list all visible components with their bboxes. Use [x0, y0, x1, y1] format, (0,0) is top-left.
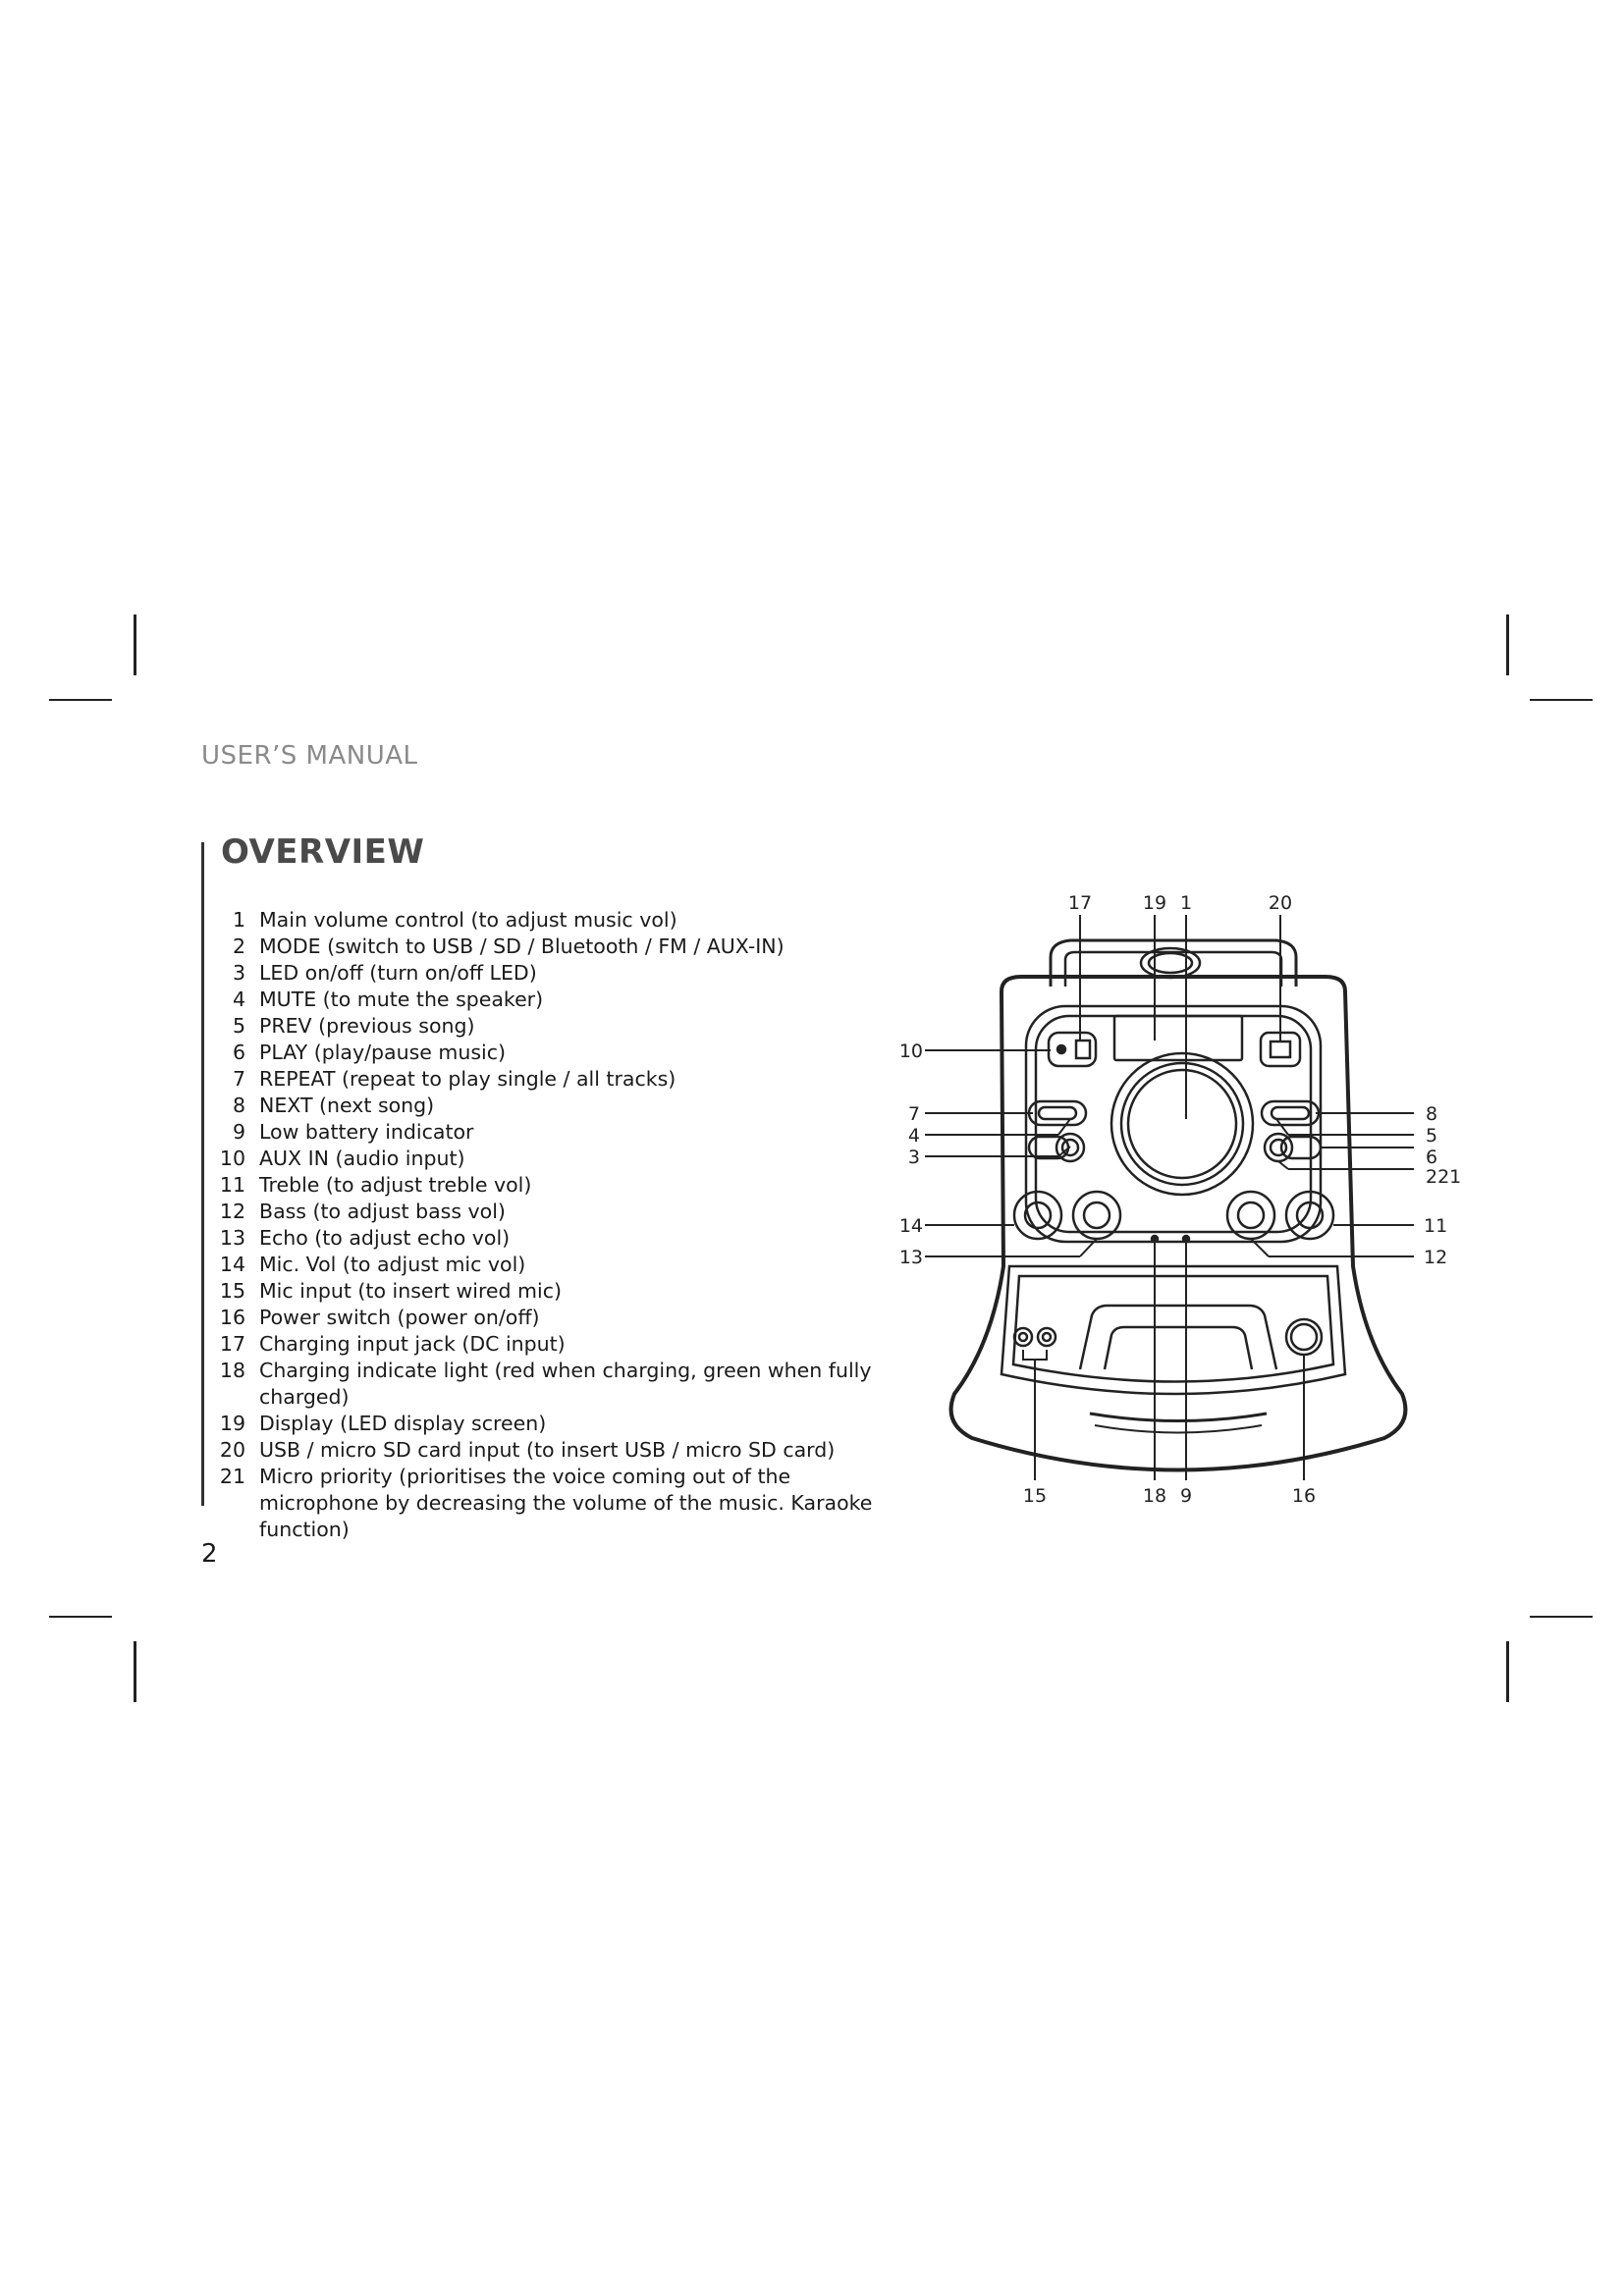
item-number: 11 [219, 1173, 245, 1197]
item-text: PREV (previous song) [259, 1014, 475, 1038]
list-item [212, 1093, 890, 1119]
feature-list [212, 907, 890, 1543]
item-number: 21 [219, 1465, 245, 1488]
item-text: Power switch (power on/off) [259, 1306, 540, 1329]
item-text: REPEAT (repeat to play single / all tracks) [259, 1067, 677, 1091]
item-text: LED on/off (turn on/off LED) [259, 961, 537, 985]
list-item [212, 1119, 890, 1146]
callout-19: 19 [1142, 892, 1167, 914]
list-item [212, 1199, 890, 1225]
item-number: 1 [232, 908, 245, 932]
item-number: 2 [232, 934, 245, 958]
item-text: NEXT (next song) [259, 1094, 435, 1117]
item-number: 9 [232, 1120, 245, 1144]
item-text: Main volume control (to adjust music vol) [259, 908, 677, 932]
list-item [212, 1278, 890, 1305]
crop-mark [1506, 1641, 1509, 1702]
list-item [212, 1464, 890, 1543]
callout-1: 1 [1179, 892, 1193, 914]
list-item [212, 1172, 890, 1199]
crop-mark [49, 1616, 112, 1618]
callout-221: 221 [1426, 1166, 1462, 1188]
list-item [212, 1040, 890, 1066]
item-text: Mic. Vol (to adjust mic vol) [259, 1253, 526, 1276]
list-item [212, 1252, 890, 1278]
item-text: PLAY (play/pause music) [259, 1041, 507, 1064]
item-text: Low battery indicator [259, 1120, 474, 1144]
list-item [212, 960, 890, 987]
list-item [212, 934, 890, 960]
item-number: 17 [219, 1332, 245, 1356]
callout-4: 4 [907, 1125, 920, 1147]
callout-14: 14 [898, 1215, 923, 1237]
item-number: 14 [219, 1253, 245, 1276]
list-item [212, 1331, 890, 1358]
crop-mark [1530, 1616, 1593, 1618]
item-number: 18 [219, 1359, 245, 1382]
item-text: Bass (to adjust bass vol) [259, 1200, 506, 1223]
page-title: OVERVIEW [221, 832, 425, 872]
callout-17: 17 [1067, 892, 1093, 914]
item-text: MUTE (to mute the speaker) [259, 988, 544, 1011]
item-number: 6 [232, 1041, 245, 1064]
callout-20: 20 [1268, 892, 1293, 914]
section-bar [201, 842, 204, 1506]
item-number: 15 [219, 1279, 245, 1303]
list-item [212, 1411, 890, 1437]
list-item [212, 1146, 890, 1172]
page-number: 2 [201, 1539, 218, 1569]
list-item [212, 1358, 890, 1411]
item-text: Display (LED display screen) [259, 1412, 547, 1435]
item-text: Charging input jack (DC input) [259, 1332, 566, 1356]
item-number: 3 [232, 961, 245, 985]
item-text: Mic input (to insert wired mic) [259, 1279, 562, 1303]
crop-mark [134, 1641, 136, 1702]
item-number: 7 [232, 1067, 245, 1091]
callout-7: 7 [907, 1103, 920, 1125]
item-number: 10 [219, 1147, 245, 1170]
item-number: 19 [219, 1412, 245, 1435]
callout-5: 5 [1426, 1125, 1438, 1147]
item-text: Echo (to adjust echo vol) [259, 1226, 511, 1250]
callout-15: 15 [1022, 1485, 1048, 1507]
callout-8: 8 [1426, 1103, 1438, 1125]
callout-6: 6 [1426, 1147, 1438, 1168]
callout-12: 12 [1424, 1247, 1448, 1268]
manual-header: USER’S MANUAL [201, 741, 418, 771]
crop-mark [134, 614, 136, 675]
list-item [212, 987, 890, 1013]
list-item [212, 907, 890, 934]
callout-11: 11 [1424, 1215, 1448, 1237]
callout-13: 13 [898, 1247, 923, 1268]
item-number: 20 [219, 1438, 245, 1462]
callout-9: 9 [1179, 1485, 1193, 1507]
item-number: 13 [219, 1226, 245, 1250]
list-item [212, 1437, 890, 1464]
list-item [212, 1066, 890, 1093]
item-number: 4 [232, 988, 245, 1011]
callout-10: 10 [898, 1041, 923, 1062]
callout-3: 3 [907, 1147, 920, 1168]
item-text: MODE (switch to USB / SD / Bluetooth / FM / AUX-IN) [259, 934, 785, 958]
item-number: 5 [232, 1014, 245, 1038]
crop-mark [1506, 614, 1509, 675]
item-text: Charging indicate light (red when charging, green when fully charged) [259, 1359, 872, 1409]
item-number: 16 [219, 1306, 245, 1329]
item-text: USB / micro SD card input (to insert USB / micro SD card) [259, 1438, 836, 1462]
callout-18: 18 [1142, 1485, 1167, 1507]
item-number: 12 [219, 1200, 245, 1223]
item-text: Treble (to adjust treble vol) [259, 1173, 532, 1197]
crop-mark [49, 699, 112, 701]
crop-mark [1530, 699, 1593, 701]
item-text: Micro priority (prioritises the voice coming out of the microphone by decreasing the volume of the music. Karaoke function) [259, 1465, 873, 1541]
list-item [212, 1305, 890, 1331]
speaker-diagram [889, 879, 1488, 1526]
list-item [212, 1013, 890, 1040]
item-number: 8 [232, 1094, 245, 1117]
callout-16: 16 [1291, 1485, 1317, 1507]
item-text: AUX IN (audio input) [259, 1147, 465, 1170]
list-item [212, 1225, 890, 1252]
